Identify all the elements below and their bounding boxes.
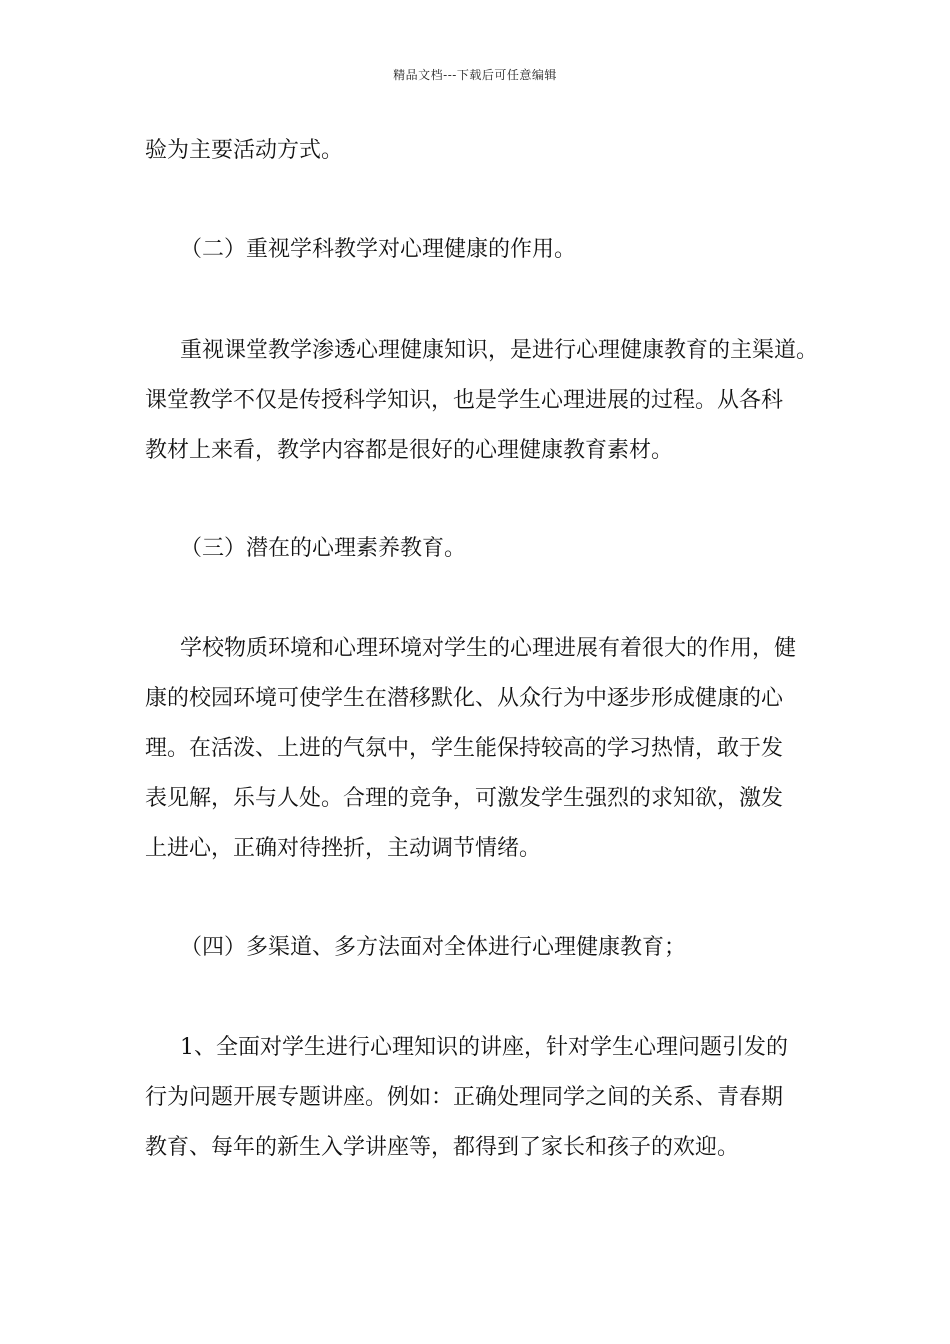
section-heading-4: （四）多渠道、多方法面对全体进行心理健康教育； — [180, 935, 687, 960]
page-header: 精品文档---下载后可任意编辑 — [393, 68, 557, 82]
paragraph-line: 行为问题开展专题讲座。例如：正确处理同学之间的关系、青春期 — [145, 1085, 784, 1110]
paragraph-line: 教材上来看，教学内容都是很好的心理健康教育素材。 — [145, 438, 674, 463]
paragraph-line: 课堂教学不仅是传授科学知识，也是学生心理进展的过程。从各科 — [145, 388, 784, 413]
paragraph-line: 教育、每年的新生入学讲座等，都得到了家长和孩子的欢迎。 — [145, 1135, 740, 1160]
text-line-continuation: 验为主要活动方式。 — [145, 138, 344, 163]
paragraph-line: 学校物质环境和心理环境对学生的心理进展有着很大的作用，健 — [180, 636, 797, 661]
section-heading-3: （三）潜在的心理素养教育。 — [180, 536, 467, 561]
paragraph-line: 1、全面对学生进行心理知识的讲座，针对学生心理问题引发的 — [180, 1035, 788, 1060]
paragraph-line: 表见解，乐与人处。合理的竞争，可激发学生强烈的求知欲，激发 — [145, 786, 784, 811]
paragraph-line: 理。在活泼、上进的气氛中，学生能保持较高的学习热情，敢于发 — [145, 736, 784, 761]
section-heading-2: （二）重视学科教学对心理健康的作用。 — [180, 237, 577, 262]
paragraph-line: 重视课堂教学渗透心理健康知识，是进行心理健康教育的主渠道。 — [180, 338, 819, 363]
paragraph-line: 上进心，正确对待挫折，主动调节情绪。 — [145, 836, 542, 861]
paragraph-line: 康的校园环境可使学生在潜移默化、从众行为中逐步形成健康的心 — [145, 686, 784, 711]
